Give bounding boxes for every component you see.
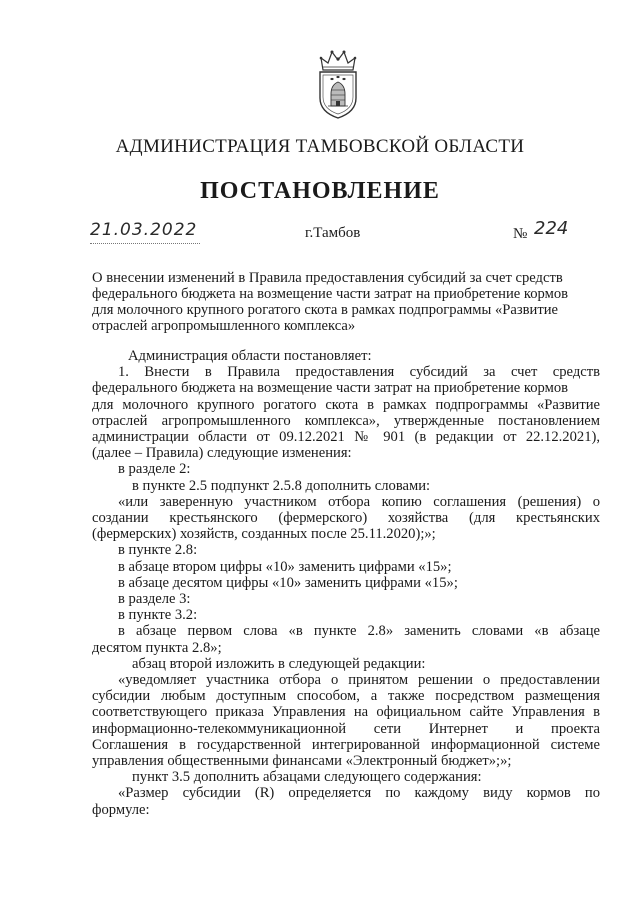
body-line: Соглашения в государственной интегрированной информационной системе <box>92 736 600 753</box>
body-line: в абзаце десятом цифры «10» заменить цифрами «15»; <box>118 574 458 591</box>
body-line: Администрация области постановляет: <box>128 348 372 364</box>
body-line: в пункте 3.2: <box>118 607 198 624</box>
document-type-title: ПОСТАНОВЛЕНИЕ <box>200 178 440 204</box>
date-underline <box>90 243 200 244</box>
body-line: в разделе 2: <box>118 461 191 478</box>
body-line: «уведомляет участника отбора о принятом решении о предоставлении <box>118 672 600 689</box>
subject-line: О внесении изменений в Правила предоставления субсидий за счет средств <box>92 270 563 286</box>
document-number-label: № <box>513 226 528 242</box>
body-line: «Размер субсидии (R) определяется по каждому виду кормов по <box>118 785 600 802</box>
body-line: десятом пункта 2.8»; <box>92 639 222 656</box>
body-line: управления общественными финансами «Электронный бюджет»;»; <box>92 753 512 770</box>
body-line: (фермерских) хозяйств, созданных после 25.11.2020);»; <box>92 526 436 543</box>
body-line: в пункте 2.5 подпункт 2.5.8 дополнить словами: <box>132 477 431 494</box>
document-subject <box>92 270 592 334</box>
body-line: в пункте 2.8: <box>118 542 198 559</box>
body-line: (далее – Правила) следующие изменения: <box>92 445 352 462</box>
body-line: в абзаце втором цифры «10» заменить цифрами «15»; <box>118 558 452 575</box>
subject-line: отраслей агропромышленного комплекса» <box>92 318 356 334</box>
body-line: администрации области от 09.12.2021 № 901 (в редакции от 22.12.2021), <box>92 429 600 446</box>
organization-name: АДМИНИСТРАЦИЯ ТАМБОВСКОЙ ОБЛАСТИ <box>115 136 525 157</box>
body-line: формуле: <box>92 801 150 818</box>
body-line: в разделе 3: <box>118 591 191 608</box>
body-line: в абзаце первом слова «в пункте 2.8» заменить словами «в абзаце <box>118 623 600 640</box>
body-line: субсидии любым доступным способом, а также посредством размещения <box>92 688 600 705</box>
body-line: пункт 3.5 дополнить абзацами следующего содержания: <box>132 769 482 786</box>
body-line: абзац второй изложить в следующей редакции: <box>132 655 426 672</box>
document-body <box>92 348 600 818</box>
body-line: федерального бюджета на возмещение части затрат на приобретение кормов <box>92 380 569 397</box>
subject-line: федерального бюджета на возмещение части затрат на приобретение кормов <box>92 286 569 302</box>
tambov-coat-of-arms-icon <box>313 48 363 120</box>
document-date: 21.03.2022 <box>90 220 198 240</box>
body-line: 1. Внести в Правила предоставления субсидий за счет средств <box>118 364 600 381</box>
document-city: г.Тамбов <box>305 225 361 241</box>
body-line: отраслей агропромышленного комплекса», утвержденные постановлением <box>92 412 600 429</box>
body-line: информационно-телекоммуникационной сети Интернет и проекта <box>92 720 600 737</box>
document-number: 224 <box>534 218 569 239</box>
body-line: «или заверенную участником отбора копию соглашения (решения) о <box>118 493 600 510</box>
body-line: для молочного крупного рогатого скота в рамках подпрограммы «Развитие <box>92 396 600 413</box>
subject-line: для молочного крупного рогатого скота в рамках подпрограммы «Развитие <box>92 302 559 318</box>
body-line: соответствующего приказа Управления на официальном сайте Управления в <box>92 704 600 721</box>
body-line: создании крестьянского (фермерского) хозяйства (для крестьянских <box>92 510 600 527</box>
